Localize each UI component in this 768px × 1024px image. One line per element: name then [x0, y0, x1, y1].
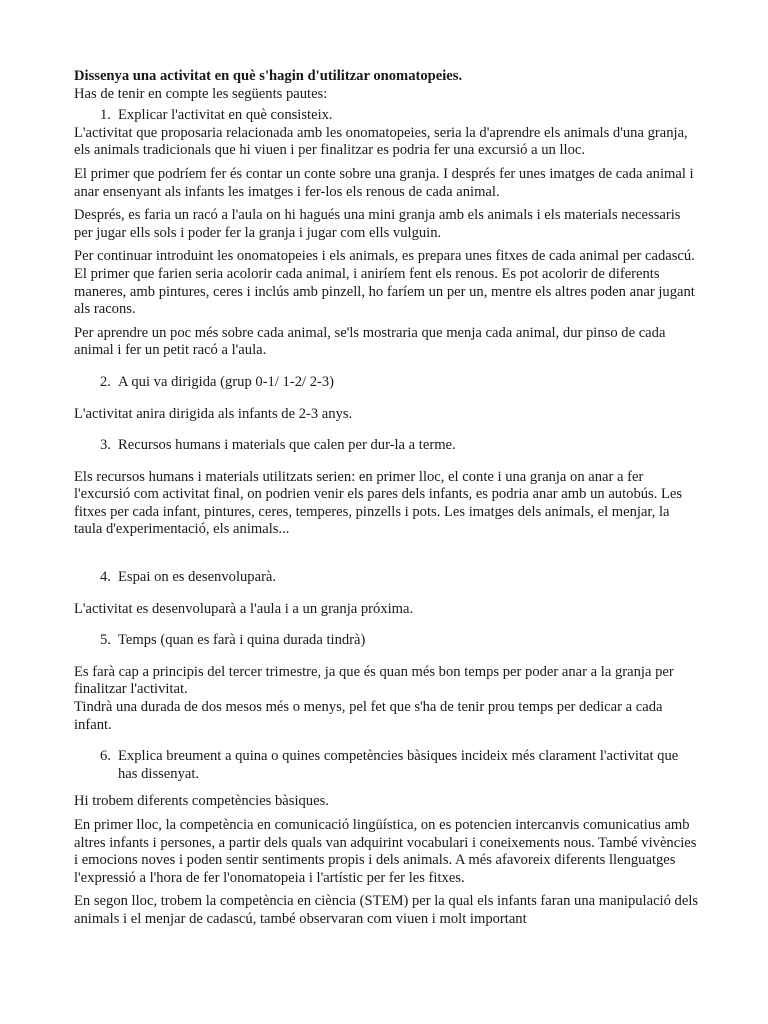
- question-number: 6.: [100, 748, 111, 765]
- answer-paragraph: Tindrà una durada de dos mesos més o menys, pel fet que s'ha de tenir prou temps per dedicar a cada infant.: [74, 699, 663, 733]
- answer-paragraph: Es farà cap a principis del tercer trimestre, ja que és quan més bon temps per poder anar a la granja per finalitzar l'activitat.: [74, 663, 674, 698]
- answer-paragraph: Per continuar introduint les onomatopeies i els animals, es prepara unes fitxes de cada animal per cadascú. El primer que farien seria acolorir cada animal, i aniríem fent els renous. Es pot acolorir de diferents maneres, amb pintures, ceres i inclús amb pinzell, ho faríem un per un, mentre els altres poden anar jugant als racons.: [74, 248, 695, 318]
- answer-paragraph: L'activitat que proposaria relacionada amb les onomatopeies, seria la d'aprendre els animals d'una granja, els animals tradicionals que hi viuen i per finalitzar es podria fer una excursió a un lloc.: [74, 124, 688, 159]
- answer-paragraph: El primer que podríem fer és contar un conte sobre una granja. I després fer unes imatges de cada animal i anar ensenyant als infants les imatges i fer-los els renous de cada animal.: [74, 165, 694, 200]
- question-text: Explicar l'activitat en què consisteix.: [118, 107, 333, 124]
- question-number: 2.: [100, 373, 111, 390]
- answer-paragraph: En segon lloc, trobem la competència en ciència (STEM) per la qual els infants faran una manipulació dels animals i el menjar de cadascú, també observaran com viuen i molt important: [74, 893, 699, 927]
- question-item-1: [74, 107, 700, 125]
- question-item-4: [74, 569, 700, 587]
- question-text: Recursos humans i materials que calen per dur-la a terme.: [118, 437, 456, 454]
- question-number: 5.: [100, 632, 111, 649]
- answer-paragraph: Els recursos humans i materials utilitzats serien: en primer lloc, el conte i una granja on anar a fer l'excursió com activitat final, on podrien venir els pares dels infants, es podria anar amb un autobús. Les fitxes per cada infant, pintures, ceres, temperes, pinzells i pots. Les imatges dels animals, el menjar, la taula d'experimentació, els animals...: [74, 468, 683, 538]
- answer-paragraph: En primer lloc, la competència en comunicació lingüística, on es potencien intercanvis comunicatius amb altres infants i persones, a partir dels quals van adquirint vocabulari i coneixements nous. També vivències i emocions noves i poden sentir sentiments propis i dels animals. A més afavoreix diferents llenguatges l'expressió a l'hora de fer l'onomatopeia i l'artístic per fer les fitxes.: [74, 817, 697, 886]
- question-item-5: [74, 632, 700, 650]
- question-item-3: [74, 437, 700, 455]
- question-text: Explica breument a quina o quines competències bàsiques incideix més clarament l'activitat que has dissenyat.: [118, 748, 679, 782]
- question-text: Espai on es desenvoluparà.: [118, 569, 277, 586]
- question-number: 4.: [100, 569, 111, 586]
- document-intro: Has de tenir en compte les següents pautes:: [74, 85, 328, 102]
- document-title: Dissenya una activitat en què s'hagin d'utilitzar onomatopeies.: [74, 68, 463, 84]
- question-number: 1.: [100, 107, 111, 124]
- answer-paragraph: Per aprendre un poc més sobre cada animal, se'ls mostraria que menja cada animal, dur pinso de cada animal i fer un petit racó a l'aula.: [74, 324, 666, 359]
- question-text: Temps (quan es farà i quina durada tindrà): [118, 632, 366, 649]
- answer-paragraph: L'activitat es desenvoluparà a l'aula i a un granja próxima.: [74, 600, 414, 617]
- answer-paragraph: Hi trobem diferents competències bàsiques.: [74, 793, 329, 810]
- answer-paragraph: Després, es faria un racó a l'aula on hi hagués una mini granja amb els animals i els materials necessaris per jugar ells sols i poder fer la granja i jugar com ells vulguin.: [74, 207, 681, 241]
- document-page: [74, 68, 700, 935]
- question-item-6: [74, 748, 700, 783]
- answer-paragraph: L'activitat anira dirigida als infants de 2-3 anys.: [74, 405, 353, 422]
- question-number: 3.: [100, 437, 111, 454]
- question-text: A qui va dirigida (grup 0-1/ 1-2/ 2-3): [118, 373, 335, 390]
- question-item-2: [74, 374, 700, 392]
